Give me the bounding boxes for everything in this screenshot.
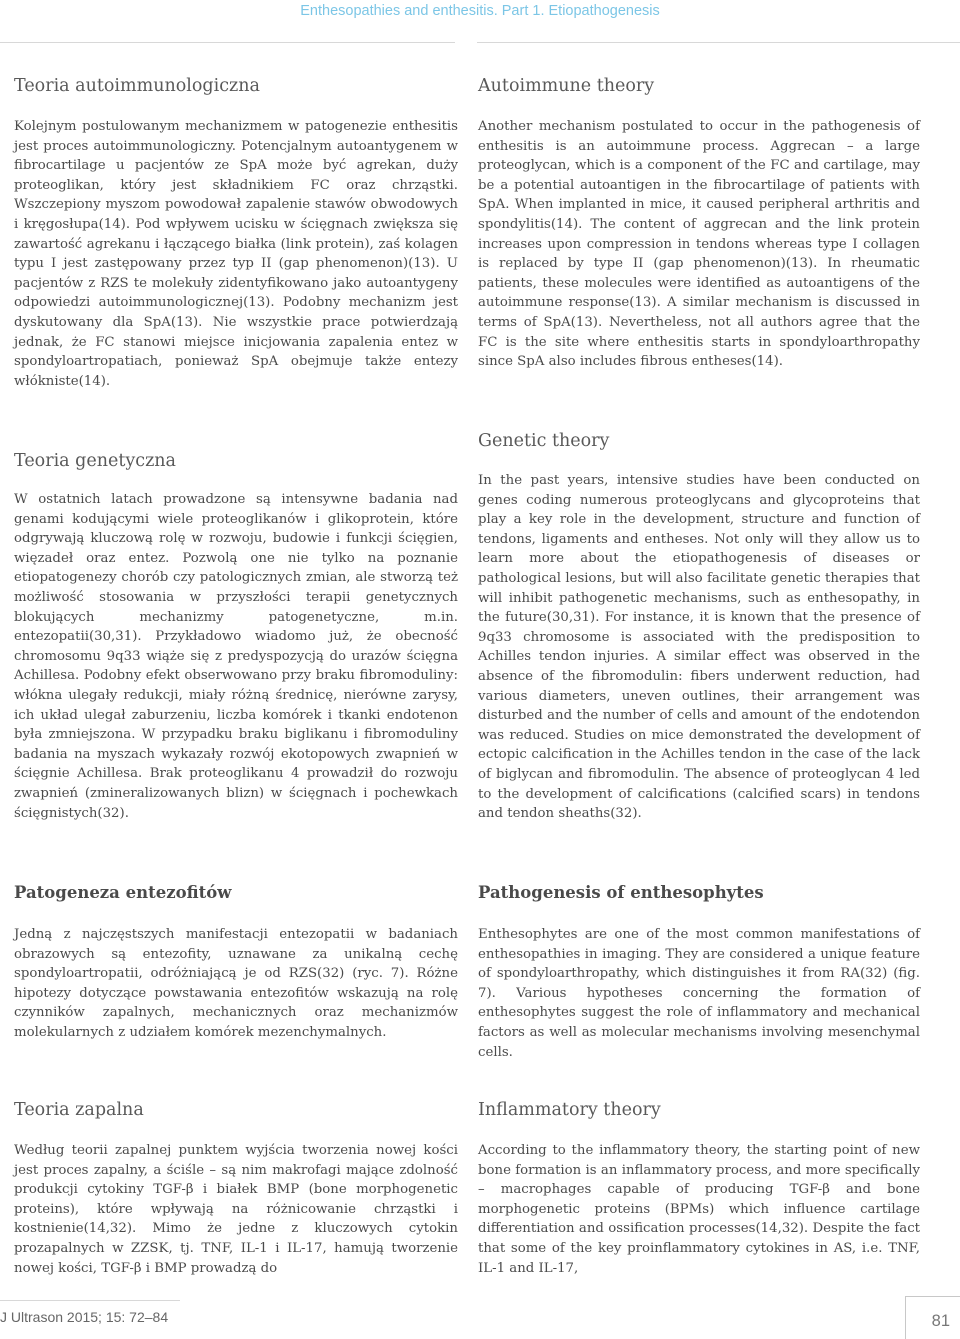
section-text-inflammatory-pl: Według teorii zapalnej punktem wyjścia tworzenia nowej kości jest proces zapalny, a ściśle – są nim makrofagi mające zdolność produkcji cytokiny TGF-β i białek BMP (bone morphogenetic proteins), które wpływają na różnicowanie chrząstki i kostnienie(14,32). Mimo że jedne z kluczowych cytokin prozapalnych w ZZSK, tj. TNF, IL-1 i IL-17, hamują tworzenie nowej kości, TGF-β i BMP prowadzą do [14, 1143, 458, 1276]
section-title-autoimmune-en: Autoimmune theory [478, 76, 655, 96]
section-title-autoimmune-pl: Teoria autoimmunologiczna [14, 76, 260, 96]
section-text-inflammatory-en: According to the inflammatory theory, the starting point of new bone formation is an inflammatory process, and more specifically – macrophages capable of producing TGF-β and bone morphogenetic proteins (BPMs) which influence cartilage differentiation and ossification processes(14,32). Despite the fact that some of the key proinflammatory cytokines in AS, i.e. TNF, IL-1 and IL-17, [478, 1143, 920, 1276]
page-number: 81 [931, 1312, 950, 1330]
section-text-autoimmune-pl: Kolejnym postulowanym mechanizmem w patogenezie enthesitis jest proces autoimmunologiczny. Potencjalnym autoantygenem w fibrocartilage u pacjentów ze SpA może być agrekan, duży proteoglikan, który jest składnikiem FC oraz chrząstki. Wszczepiony myszom powodował zapalenie stawów obwodowych i kręgosłupa(14). Pod wpływem ucisku w ścięgnach zwiększa się zawartość agrekanu i łączącego białka (link protein), zaś kolagen typu I jest zastępowany przez typ II (gap phenomenon)(13). U pacjentów z RZS te molekuły zidentyfikowano jako autoantygeny odpowiedzi autoimmunologicznej(13). Podobny mechanizm jest dyskutowany dla SpA(13). Nie wszystkie prace potwierdzają jednak, że FC stanowi miejsce inicjowania zapalenia entez w spondyloartropatiach, ponieważ SpA obejmuje także entezy włókniste(14). [14, 119, 458, 389]
section-title-enthesophytes-pl: Patogeneza entezofitów [14, 883, 232, 902]
header-rule-right [477, 42, 960, 43]
section-text-enthesophytes-pl: Jedną z najczęstszych manifestacji entezopatii w badaniach obrazowych są entezofity, uznawane za unikalną cechę spondyloartropatii, odróżniającą je od RZS(32) (ryc. 7). Różne hipotezy dotyczące powstawania entezofitów wskazują na rolę czynników zapalnych, mechanicznych oraz mechanizmów molekularnych z udziałem komórek mezenchymalnych. [14, 927, 458, 1040]
section-title-enthesophytes-en: Pathogenesis of enthesophytes [478, 883, 764, 902]
section-title-inflammatory-en: Inflammatory theory [478, 1100, 661, 1120]
section-title-genetic-en: Genetic theory [478, 431, 610, 451]
section-text-genetic-pl: W ostatnich latach prowadzone są intensywne badania nad genami kodującymi wiele proteoglikanów i glikoprotein, które odgrywają kluczową rolę w rozwoju, budowie i funkcji ścięgien, więzadeł oraz entez. Pozwolą one nie tylko na poznanie etiopatogenezy chorób czy patologicznych zmian, ale stworzą też możliwość stosowania w przyszłości terapii genetycznych blokujących mechanizmy patogenetyczne, m.in. entezopatii(30,31). Przykładowo wiadomo już, że obecność chromosomu 9q33 wiąże się z predyspozycją do urazów ścięgna Achillesa. Podobny efekt obserwowano przy braku fibromoduliny: włókna ulegały redukcji, miały różną średnicę, nierówne zarysy, ich układ ulegał zaburzeniu, liczba komórek i tkanki endotenon była zmniejszona. W przypadku braku biglikanu i fibromoduliny badania na myszach wykazały rozwój ekotopowych zwapnień w ścięgnie Achillesa. Brak proteoglikanu 4 prowadził do rozwoju zwapnień (zmineralizowanych blizn) w ścięgnach i pochewkach ścięgnistych(32). [14, 492, 458, 821]
section-title-inflammatory-pl: Teoria zapalna [14, 1100, 144, 1120]
section-text-genetic-en: In the past years, intensive studies have been conducted on genes coding numerous proteoglycans and glycoproteins that play a key role in the development, structure and function of tendons, ligaments and entheses. Not only will they allow us to learn more about the etiopathogenesis of diseases or pathological lesions, but will also facilitate genetic therapies that will inhibit pathogenetic mechanisms, such as enthesopathy, in the future(30,31). For instance, it is known that the presence of 9q33 chromosome is associated with the predisposition to Achilles tendon injuries. A similar effect was observed in the absence of the fibromodulin: fibers underwent reduction, had various diameters, uneven outlines, their arrangement was disturbed and the number of cells and amount of the endotendon was reduced. Studies on mice demonstrated the development of ectopic calcification in the Achilles tendon in the case of the lack of biglycan and fibromodulin. The absence of proteoglycan 4 led to the development of calcifications (calcified scars) in tendons and tendon sheaths(32). [478, 473, 920, 822]
section-title-genetic-pl: Teoria genetyczna [14, 451, 176, 471]
header-rule-left [0, 42, 455, 43]
footer-citation: J Ultrason 2015; 15: 72–84 [0, 1309, 169, 1325]
running-head: Enthesopathies and enthesitis. Part 1. Etiopathogenesis [300, 3, 660, 19]
section-text-autoimmune-en: Another mechanism postulated to occur in the pathogenesis of enthesitis is an autoimmune process. Aggrecan – a large proteoglycan, which is a component of the FC and cartilage, may be a potential autoantigen in the fibrocartilage of patients with SpA. When implanted in mice, it caused peripheral arthritis and spondylitis(14). The content of aggrecan and the link protein increases upon compression in tendons whereas type I collagen is replaced by type II (gap phenomenon)(13). In rheumatic patients, these molecules were identified as autoantigens of the autoimmune response(13). A similar mechanism is discussed in terms of SpA(13). Nevertheless, not all authors agree that the FC is the site where enthesitis starts in spondyloarthropathy since SpA also includes fibrous entheses(14). [478, 119, 920, 370]
section-text-enthesophytes-en: Enthesophytes are one of the most common manifestations of enthesopathies in imaging. They are considered a unique feature of spondyloarthropathy, which distinguishes it from RA(32) (fig. 7). Various hypotheses concerning the formation of enthesophytes suggest the role of inflammatory and mechanical factors as well as molecular mechanisms involving mesenchymal cells. [478, 927, 920, 1060]
footer-rule [0, 1300, 180, 1301]
